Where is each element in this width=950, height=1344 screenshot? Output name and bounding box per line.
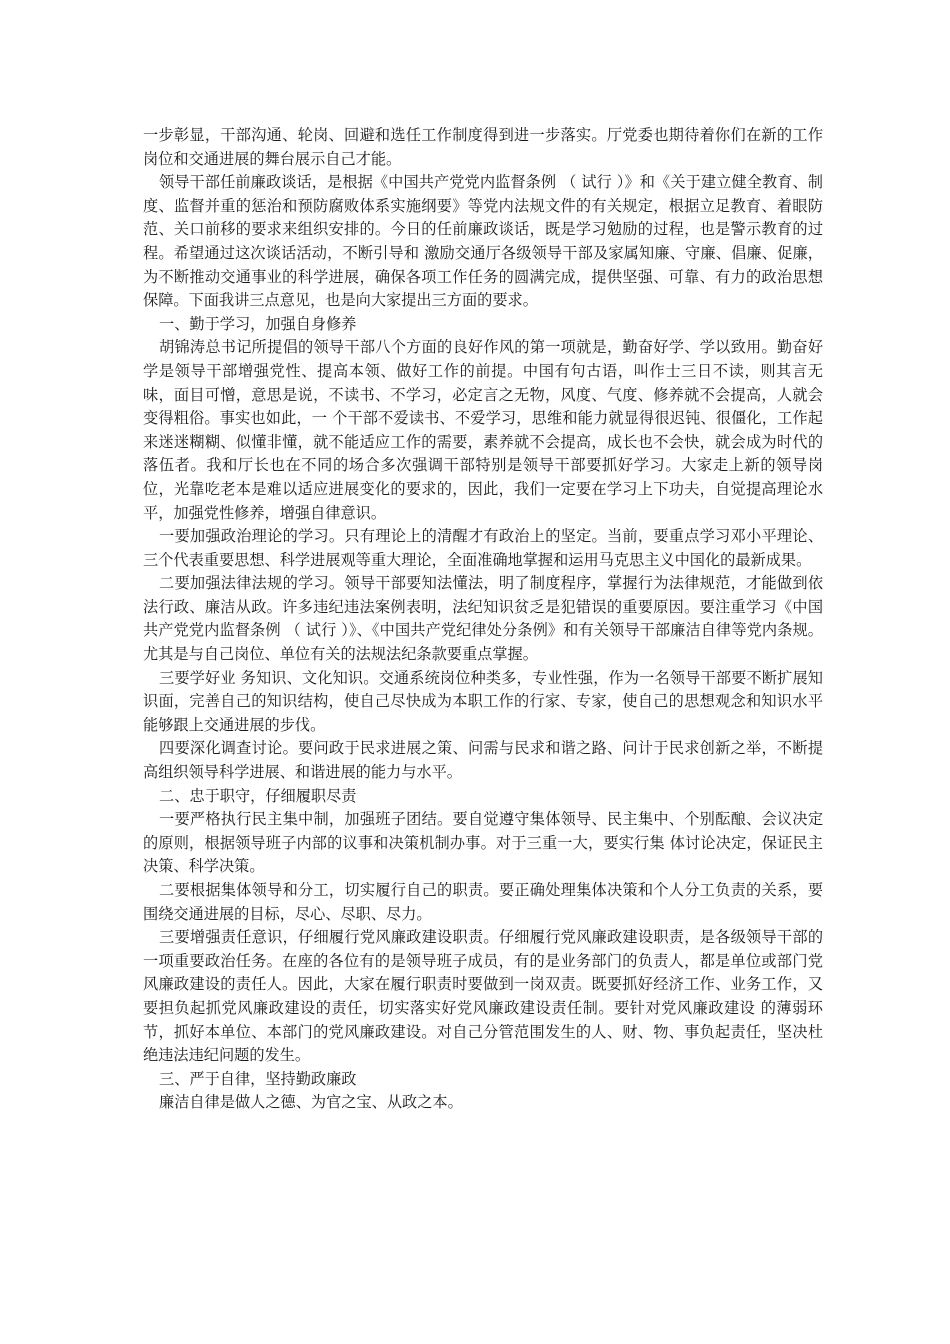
paragraph-study-law: 二要加强法律法规的学习。领导干部要知法懂法，明了制度程序，掌握行为法律规范，才能做到依法行政、廉洁从政。许多违纪违法案例表明，法纪知识贫乏是犯错误的重要原因。要注重学习《中国共产党党内监督条例 （ 试行 ）》、《中国共产党纪律处分条例》和有关领导干部廉洁自律等党内条规。尤其是与自己岗位、单位有关的法规法纪条款要重点掌握。 [143, 574, 823, 664]
section-heading-2: 二、忠于职守，仔细履职尽责 [159, 786, 357, 805]
section-heading-3: 三、严于自律，坚持勤政廉政 [159, 1069, 357, 1088]
paragraph-duty-division: 二要根据集体领导和分工，切实履行自己的职责。要正确处理集体决策和个人分工负责的关系，要围绕交通进展的目标，尽心、尽职、尽力。 [143, 881, 823, 923]
paragraph-talk-purpose: 领导干部任前廉政谈话，是根据《中国共产党党内监督条例 （ 试行 ）》和《关于建立健全教育、制度、监督并重的惩治和预防腐败体系实施纲要》等党内法规文件的有关规定，根据立足教育、着眼防范、关口前移的要求来组织安排的。今日的任前廉政谈话，既是学习勉励的过程，也是警示教育的过程。希望通过这次谈话活动，不断引导和 激励交通厅各级领导干部及家属知廉、守廉、倡廉、促廉，为不断推动交通事业的科学进展，确保各项工作任务的圆满完成，提供坚强、可靠、有力的政治思想保障。下面我讲三点意见，也是向大家提出三方面的要求。 [143, 173, 823, 310]
paragraph-study-knowledge: 三要学好业 务知识、文化知识。交通系统岗位种类多，专业性强，作为一名领导干部要不断扩展知识面，完善自己的知识结构，使自己尽快成为本职工作的行家、专家，使自己的思想观念和知识水平能够跟上交通进展的步伐。 [143, 668, 823, 734]
paragraph-study-intro: 胡锦涛总书记所提倡的领导干部八个方面的良好作风的第一项就是，勤奋好学、学以致用。勤奋好学是领导干部增强党性、提高本领、做好工作的前提。中国有句古语，叫作士三日不读，则其言无味，面目可憎，意思是说，不读书、不学习，必定言之无物，风度、气度、修养就不会提高，人就会变得粗俗。事实也如此，一 个干部不爱读书、不爱学习，思维和能力就显得很迟钝、很僵化，工作起来迷迷糊糊、似懂非懂，就不能适应工作的需要，素养就不会提高，成长也不会快，就会成为时代的落伍者。我和厅长也在不同的场合多次强调干部特别是领导干部要抓好学习。大家走上新的领导岗位，光靠吃老本是难以适应进展变化的要求的，因此，我们一定要在学习上下功夫，自觉提高理论水平，加强党性修养，增强自律意识。 [143, 338, 823, 522]
paragraph-integrity: 廉洁自律是做人之德、为官之宝、从政之本。 [159, 1093, 463, 1112]
paragraph-continuation: 一步彰显，干部沟通、轮岗、回避和选任工作制度得到进一步落实。厅党委也期待着你们在新的工作岗位和交通进展的舞台展示自己才能。 [143, 126, 823, 168]
paragraph-study-politics: 一要加强政治理论的学习。只有理论上的清醒才有政治上的坚定。当前，要重点学习邓小平理论、三个代表重要思想、科学进展观等重大理论，全面准确地掌握和运用马克思主义中国化的最新成果。 [143, 527, 823, 569]
paragraph-duty-democracy: 一要严格执行民主集中制，加强班子团结。要自觉遵守集体领导、民主集中、个别酝酿、会议决定的原则，根据领导班子内部的议事和决策机制办事。对于三重一大，要实行集 体讨论决定，保证民主决策、科学决策。 [143, 810, 823, 876]
paragraph-duty-responsibility: 三要增强责任意识，仔细履行党风廉政建设职责。仔细履行党风廉政建设职责，是各级领导干部的一项重要政治任务。在座的各位有的是领导班子成员，有的是业务部门的负责人，都是单位或部门党风廉政建设的责任人。因此，大家在履行职责时要做到一岗双责。既要抓好经济工作、业务工作，又要担负起抓党风廉政建设的责任，切实落实好党风廉政建设责任制。要针对党风廉政建设 的薄弱环节，抓好本单位、本部门的党风廉政建设。对自己分管范围发生的人、财、物、事负起责任，坚决杜绝违法违纪问题的发生。 [143, 928, 823, 1065]
document-body [143, 124, 823, 1115]
paragraph-study-research: 四要深化调查讨论。要问政于民求进展之策、问需与民求和谐之路、问计于民求创新之举，不断提高组织领导科学进展、和谐进展的能力与水平。 [143, 739, 823, 782]
section-heading-1: 一、勤于学习，加强自身修养 [159, 314, 357, 333]
